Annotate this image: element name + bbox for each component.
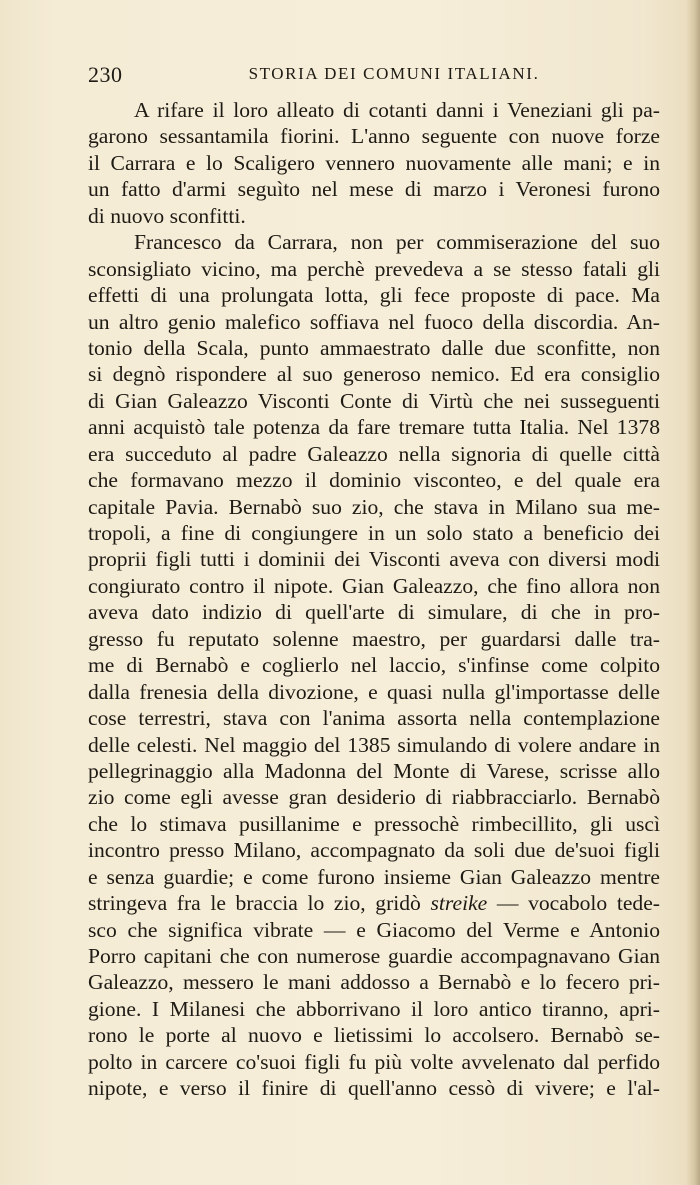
text-line: di Gian Galeazzo Visconti Conte di Virtù che nei susseguenti bbox=[88, 388, 660, 413]
text-line: sconsigliato vicino, ma perchè prevedeva a se stesso fatali gli bbox=[88, 256, 660, 281]
text-segment: — vocabolo tede- bbox=[487, 891, 660, 916]
text-segment: stringeva fra le braccia lo zio, gridò bbox=[88, 891, 421, 916]
text-line: un altro genio malefico soffiava nel fuoco della discordia. An- bbox=[88, 309, 660, 334]
text-line: proprii figli tutti i dominii dei Visconti aveva con diversi modi bbox=[88, 547, 660, 572]
text-line: era succeduto al padre Galeazzo nella signoria di quelle città bbox=[88, 441, 660, 466]
text-line: capitale Pavia. Bernabò suo zio, che stava in Milano sua me- bbox=[88, 494, 660, 519]
italic-word: streike bbox=[430, 891, 488, 916]
body-text bbox=[88, 97, 660, 1102]
text-line: gresso fu reputato solenne maestro, per guardarsi dalle tra- bbox=[88, 626, 660, 651]
text-line: aveva dato indizio di quell'arte di simulare, di che in pro- bbox=[88, 600, 660, 625]
text-line: pellegrinaggio alla Madonna del Monte di Varese, scrisse allo bbox=[88, 758, 660, 783]
text-line: sco che significa vibrate — e Giacomo del Verme e Antonio bbox=[88, 917, 660, 942]
text-line: Francesco da Carrara, non per commiserazione del suo bbox=[134, 230, 660, 255]
text-line: tonio della Scala, punto ammaestrato dalle due sconfitte, non bbox=[88, 335, 660, 360]
text-line: effetti di una prolungata lotta, gli fece proposte di pace. Ma bbox=[88, 283, 660, 308]
running-title: STORIA DEI COMUNI ITALIANI. bbox=[248, 64, 540, 83]
text-line: Porro capitani che con numerose guardie accompagnavano Gian bbox=[88, 944, 660, 968]
text-line: rono le porte al nuovo e lietissimi lo accolsero. Bernabò se- bbox=[88, 1023, 660, 1048]
text-line: un fatto d'armi seguìto nel mese di marzo i Veronesi furono bbox=[88, 177, 660, 202]
text-line: anni acquistò tale potenza da fare tremare tutta Italia. Nel 1378 bbox=[88, 415, 660, 440]
text-line: gione. I Milanesi che abborrivano il loro antico tiranno, apri- bbox=[88, 996, 660, 1021]
text-line: il Carrara e lo Scaligero vennero nuovamente alle mani; e in bbox=[88, 150, 660, 175]
text-line: si degnò rispondere al suo generoso nemico. Ed era consiglio bbox=[88, 362, 660, 387]
text-line: garono sessantamila fiorini. L'anno seguente con nuove forze bbox=[88, 124, 660, 149]
text-line: congiurato contro il nipote. Gian Galeazzo, che fino allora non bbox=[88, 573, 660, 598]
page-edge-shadow bbox=[686, 0, 700, 1185]
text-line: A rifare il loro alleato di cotanti danni i Veneziani gli pa- bbox=[134, 98, 660, 122]
text-line: cose terrestri, stava con l'anima assorta nella contemplazione bbox=[88, 706, 660, 731]
page-number: 230 bbox=[88, 62, 123, 87]
text-line: polto in carcere co'suoi figli fu più volte avvelenato dal perfido bbox=[88, 1049, 660, 1074]
text-line: nipote, e verso il finire di quell'anno cessò di vivere; e l'al- bbox=[88, 1076, 660, 1101]
page-header bbox=[88, 62, 660, 92]
text-line: me di Bernabò e coglierlo nel laccio, s'infinse come colpito bbox=[88, 653, 660, 678]
text-line: che formavano mezzo il dominio visconteo, e del quale era bbox=[88, 468, 660, 493]
text-line: tropoli, a fine di congiungere in un solo stato a beneficio dei bbox=[88, 521, 660, 545]
paragraph-2 bbox=[88, 229, 660, 1101]
text-line-with-italic bbox=[88, 890, 660, 916]
text-line: Galeazzo, messero le mani addosso a Bernabò e lo fecero pri- bbox=[88, 970, 660, 995]
text-line: di nuovo sconfitti. bbox=[88, 203, 246, 228]
paragraph-1 bbox=[88, 97, 660, 229]
text-line: che lo stimava pusillanime e pressochè rimbecillito, gli uscì bbox=[88, 811, 660, 836]
text-line: delle celesti. Nel maggio del 1385 simulando di volere andare in bbox=[88, 732, 660, 757]
text-line: incontro presso Milano, accompagnato da soli due de'suoi figli bbox=[88, 838, 660, 863]
text-line: zio come egli avesse gran desiderio di riabbracciarlo. Bernabò bbox=[88, 785, 660, 810]
text-line: e senza guardie; e come furono insieme Gian Galeazzo mentre bbox=[88, 864, 660, 889]
text-line: dalla frenesia della divozione, e quasi nulla gl'importasse delle bbox=[88, 679, 660, 704]
